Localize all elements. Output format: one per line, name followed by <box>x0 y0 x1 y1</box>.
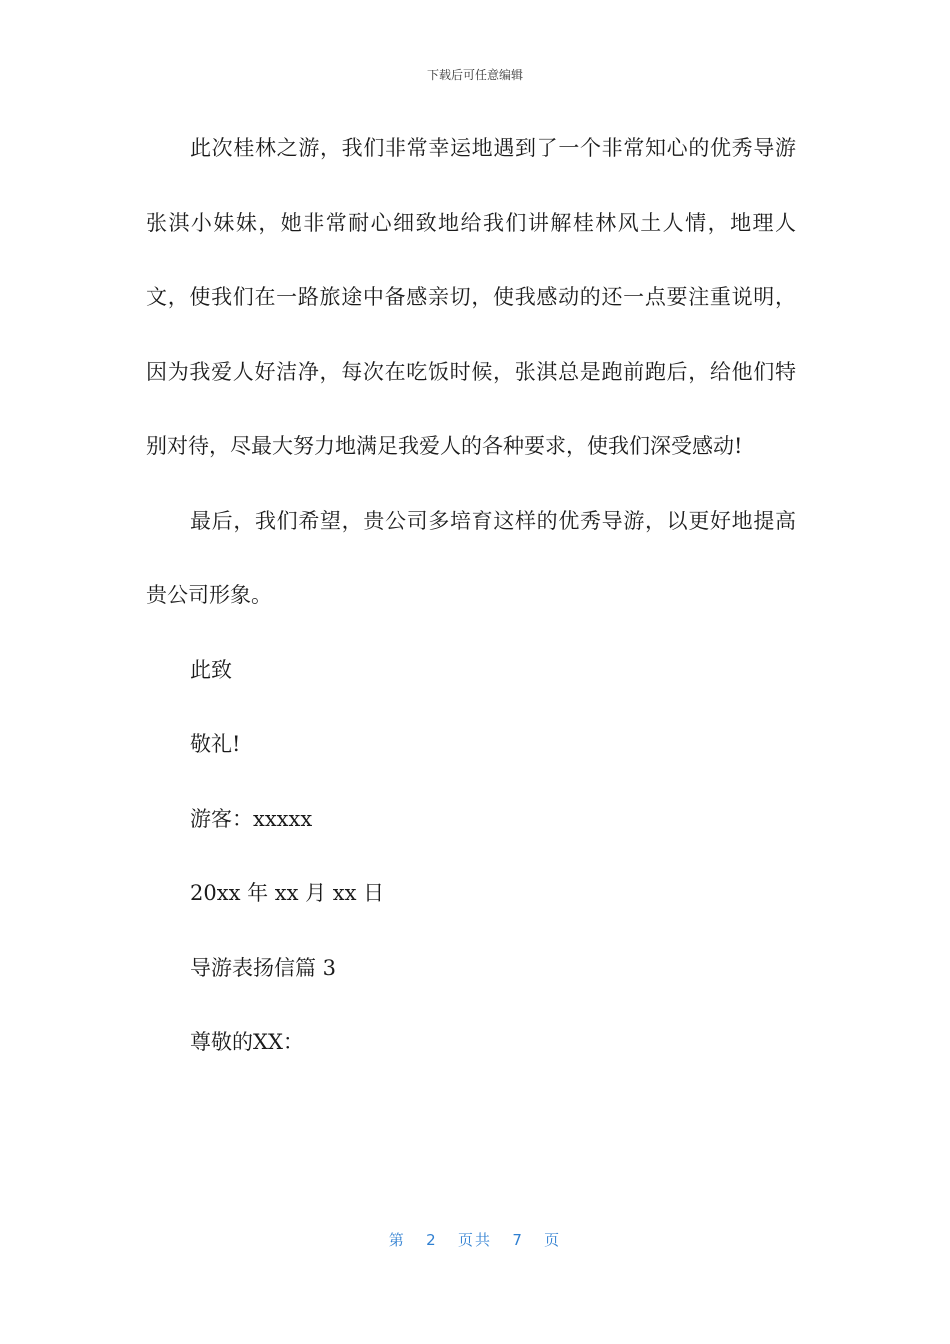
paragraph-hope: 最后，我们希望，贵公司多培育这样的优秀导游，以更好地提高贵公司形象。 <box>146 508 796 607</box>
closing-line-1: 此致 <box>190 657 232 682</box>
header-note: 下载后可任意编辑 <box>426 68 523 82</box>
page-current: 2 <box>426 1231 438 1249</box>
date-line: 20xx 年 xx 月 xx 日 <box>190 881 385 905</box>
page-footer <box>0 1229 950 1250</box>
section-title: 导游表扬信篇 3 <box>190 955 337 980</box>
signature-line: 游客：xxxxx <box>190 806 313 831</box>
paragraph-praise: 此次桂林之游，我们非常幸运地遇到了一个非常知心的优秀导游张淇小妹妹，她非常耐心细致地给我们讲解桂林风土人情，地理人文，使我们在一路旅途中备感亲切，使我感动的还一点要注重说明，因为我爱人好洁净，每次在吃饭时候，张淇总是跑前跑后，给他们特别对待，尽最大努力地满足我爱人的各种要求，使我们深受感动! <box>146 136 796 458</box>
salutation-line: 尊敬的XX： <box>190 1030 304 1054</box>
document-body <box>146 111 796 1080</box>
page-label-mid: 页共 <box>457 1231 492 1249</box>
page-total: 7 <box>512 1231 524 1249</box>
closing-line-2: 敬礼! <box>190 732 241 756</box>
page-label-prefix: 第 <box>388 1231 406 1249</box>
page-label-suffix: 页 <box>544 1231 562 1249</box>
